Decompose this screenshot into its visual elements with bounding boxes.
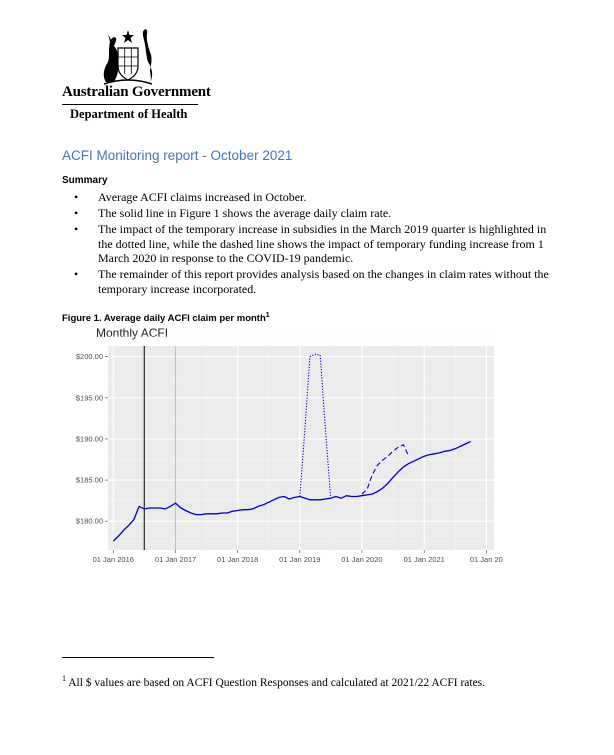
y-tick-label: $200.00 xyxy=(75,352,103,362)
figure-caption-footnote-ref: 1 xyxy=(265,312,270,319)
summary-bullet: • The solid line in Figure 1 shows the average daily claim rate. xyxy=(62,206,552,221)
chart-title: Monthly ACFI xyxy=(96,326,169,340)
x-tick-label: 01 Jan 2020 xyxy=(341,555,383,564)
y-tick-label: $185.00 xyxy=(75,475,103,485)
footnote-ref: 1 xyxy=(62,674,66,683)
plot-panel xyxy=(108,346,494,550)
x-tick-label: 01 Jan 2018 xyxy=(217,555,259,564)
summary-bullet-list xyxy=(62,190,552,298)
x-tick-label: 01 Jan 2021 xyxy=(403,555,445,564)
y-tick-label: $180.00 xyxy=(75,516,103,526)
summary-heading: Summary xyxy=(62,175,108,186)
x-tick-label: 01 Jan 2016 xyxy=(92,555,134,564)
monthly-acfi-chart xyxy=(62,324,510,576)
x-tick-label: 01 Jan 2017 xyxy=(154,555,197,564)
x-tick-label: 01 Jan 20 xyxy=(469,555,503,564)
summary-bullet: • The impact of the temporary increase in subsidies in the March 2019 quarter is highlighted in the dotted line, while the dashed line shows the impact of temporary funding increase from 1 March 2020 in response to the COVID-19 pandemic. xyxy=(62,222,552,266)
summary-bullet: • The remainder of this report provides analysis based on the changes in claim rates without the temporary increase incorporated. xyxy=(62,267,552,296)
footnote-text: All $ values are based on ACFI Question Responses and calculated at 2021/22 ACFI rates. xyxy=(66,676,486,689)
figure-caption-text: Figure 1. Average daily ACFI claim per month xyxy=(62,313,266,325)
y-tick-label: $190.00 xyxy=(75,434,103,444)
header-divider xyxy=(62,104,198,105)
footnote-divider xyxy=(62,657,214,658)
department-name: Department of Health xyxy=(70,107,188,121)
footnote xyxy=(62,674,485,689)
chart-canvas xyxy=(62,324,510,576)
summary-bullet: • Average ACFI claims increased in October. xyxy=(62,190,552,205)
government-name: Australian Government xyxy=(62,84,211,100)
x-tick-label: 01 Jan 2019 xyxy=(279,555,321,564)
figure-caption xyxy=(62,312,270,324)
y-tick-label: $195.00 xyxy=(75,393,103,403)
report-title: ACFI Monitoring report - October 2021 xyxy=(62,148,293,163)
coat-of-arms-emblem xyxy=(92,26,164,86)
